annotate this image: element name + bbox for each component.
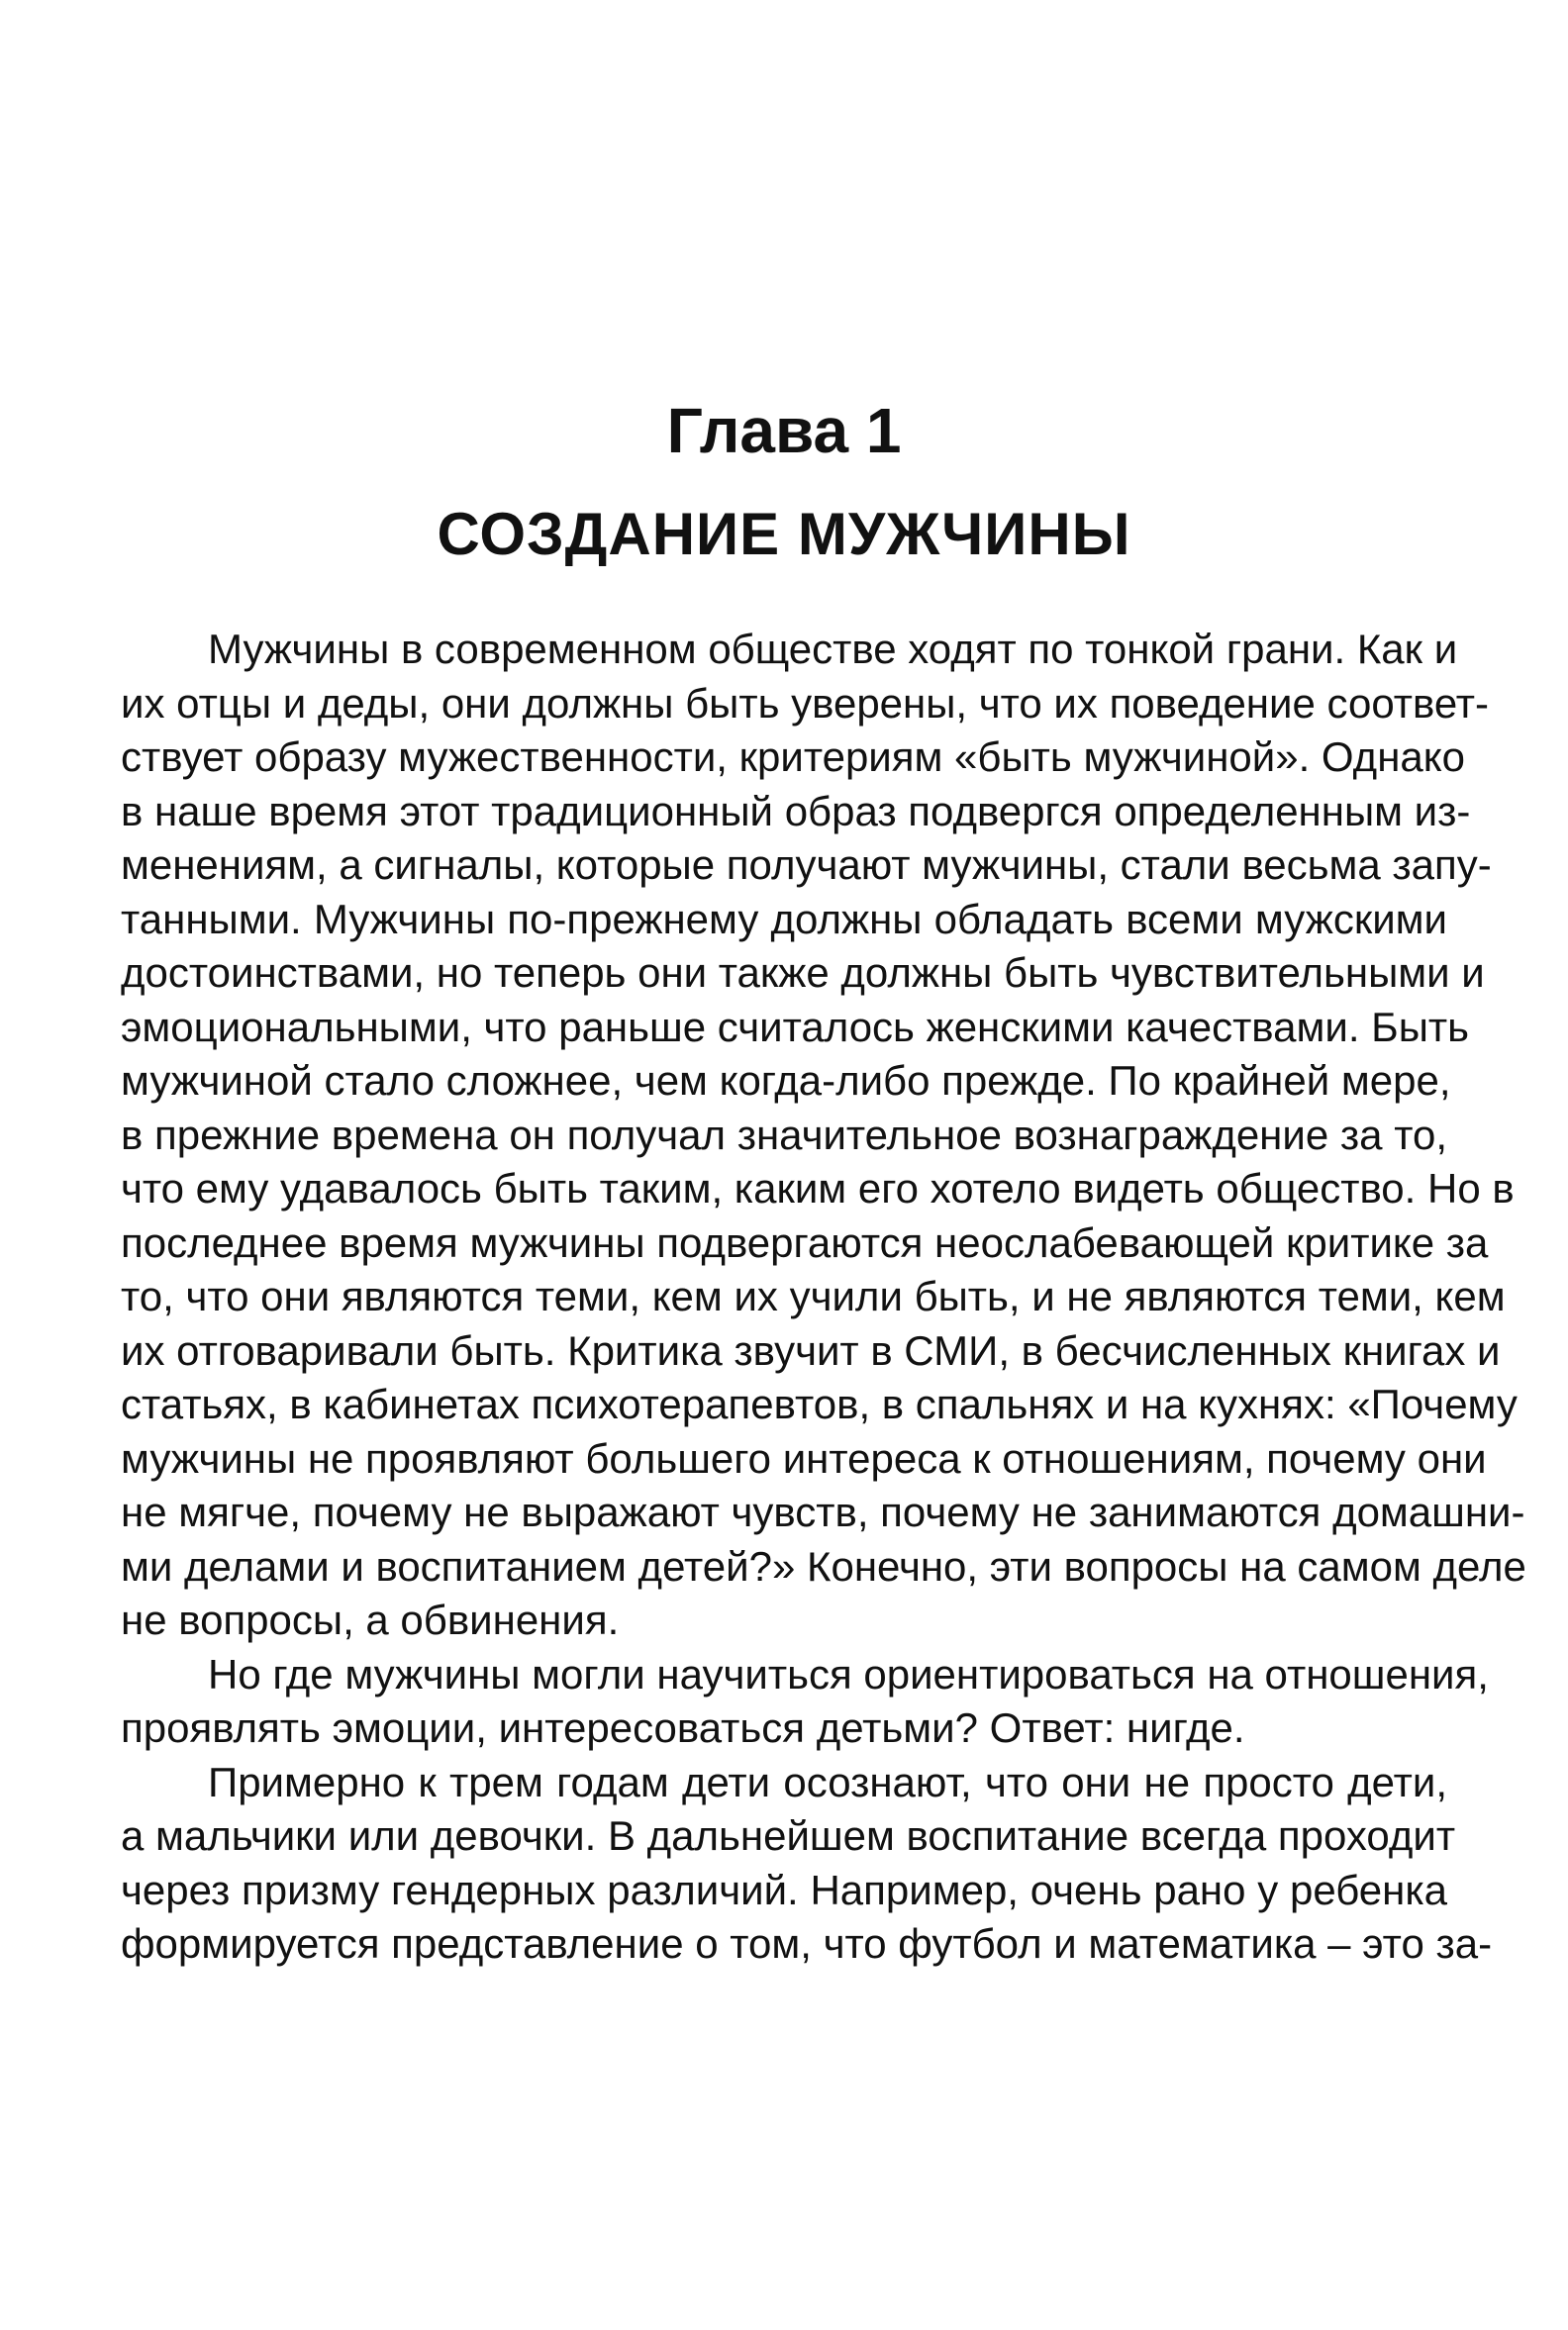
paragraph-3	[121, 1756, 1493, 1972]
text-line: мужчины не проявляют большего интереса к отношениям, почему они	[121, 1434, 1487, 1482]
text-line: в прежние времена он получал значительное вознаграждение за то,	[121, 1111, 1447, 1158]
body-text	[121, 623, 1526, 1972]
text-line: статьях, в кабинетах психотерапевтов, в спальнях и на кухнях: «Почему	[121, 1381, 1518, 1427]
text-line: проявлять эмоции, интересоваться детьми? Ответ: нигде.	[121, 1704, 1245, 1751]
text-line: Но где мужчины могли научиться ориентироваться на отношения,	[208, 1650, 1489, 1698]
text-line: ми делами и воспитанием детей?» Конечно, эти вопросы на самом деле	[121, 1542, 1526, 1590]
text-line: их отцы и деды, они должны быть уверены, что их поведение соответ-	[121, 679, 1490, 727]
text-line: что ему удавалось быть таким, каким его хотело видеть общество. Но в	[121, 1165, 1515, 1212]
text-line: то, что они являются теми, кем их учили быть, и не являются теми, кем	[121, 1273, 1506, 1319]
text-line: не вопросы, а обвинения.	[121, 1597, 620, 1643]
chapter-title: СОЗДАНИЕ МУЖЧИНЫ	[437, 501, 1131, 567]
text-line: Мужчины в современном обществе ходят по тонкой грани. Как и	[208, 626, 1458, 672]
text-line: через призму гендерных различий. Например, очень рано у ребенка	[121, 1866, 1447, 1913]
paragraph-1	[121, 623, 1526, 1648]
chapter-label: Глава 1	[666, 395, 902, 466]
text-line: их отговаривали быть. Критика звучит в СМИ, в бесчисленных книгах и	[121, 1326, 1501, 1374]
text-line: в наше время этот традиционный образ подвергся определенным из-	[121, 787, 1471, 834]
text-line: достоинствами, но теперь они также должны быть чувствительными и	[121, 949, 1485, 996]
text-line: эмоциональными, что раньше считалось женскими качествами. Быть	[121, 1003, 1470, 1050]
text-line: Примерно к трем годам дети осознают, что они не просто дети,	[208, 1758, 1447, 1805]
paragraph-2	[121, 1648, 1489, 1756]
text-line: формируется представление о том, что футбол и математика – это за-	[121, 1920, 1493, 1967]
text-line: не мягче, почему не выражают чувств, почему не занимаются домашни-	[121, 1489, 1525, 1535]
text-line: последнее время мужчины подвергаются неослабевающей критике за	[121, 1218, 1489, 1266]
text-line: мужчиной стало сложнее, чем когда-либо прежде. По крайней мере,	[121, 1057, 1451, 1104]
text-line: а мальчики или девочки. В дальнейшем воспитание всегда проходит	[121, 1812, 1456, 1859]
text-line: ствует образу мужественности, критериям «быть мужчиной». Однако	[121, 733, 1465, 780]
text-line: танными. Мужчины по-прежнему должны обладать всеми мужскими	[121, 895, 1447, 942]
text-line: менениям, а сигналы, которые получают мужчины, стали весьма запу-	[121, 841, 1492, 888]
